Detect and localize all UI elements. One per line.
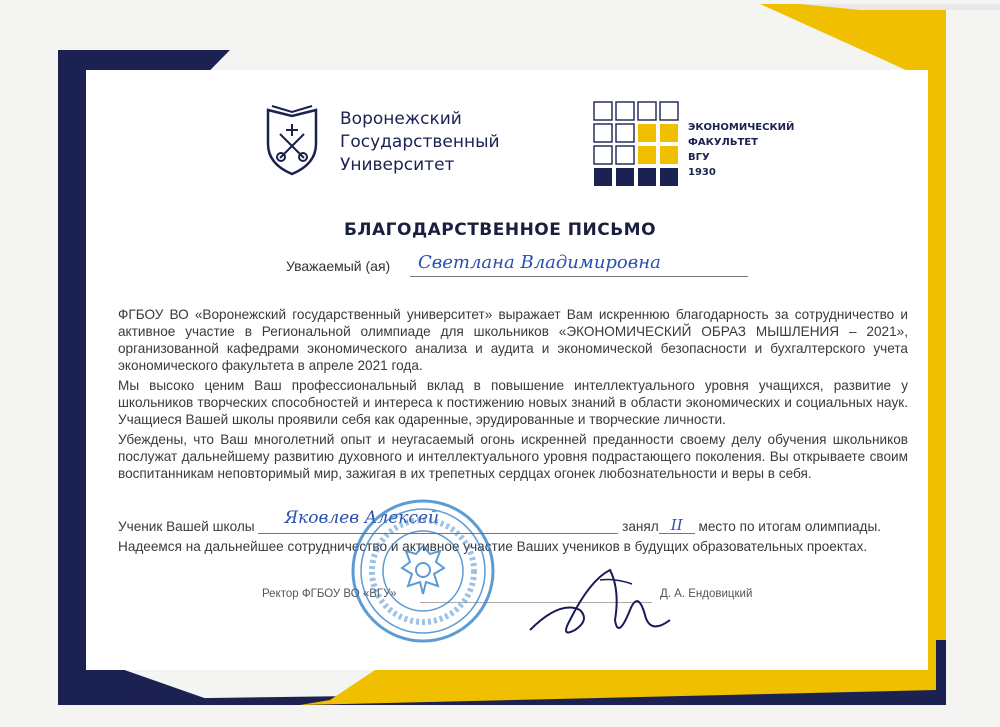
letter-body: [118, 306, 908, 485]
place-suffix: место по итогам олимпиады.: [698, 519, 881, 534]
closing-paragraph: Надеемся на дальнейшее сотрудничество и активное участие Ваших учеников в будущих образовательных проектах.: [118, 539, 868, 554]
university-name-line: Государственный: [340, 132, 500, 152]
greeting-prefix: Уважаемый (ая): [286, 258, 391, 274]
square-grid-icon: [592, 100, 684, 190]
recipient-name-text: Светлана Владимировна: [418, 252, 661, 273]
keys-shield-icon: [262, 104, 322, 176]
handwritten-signature: [520, 560, 690, 650]
university-name-line: Воронежский: [340, 109, 462, 129]
university-name-line: Университет: [340, 155, 455, 175]
body-paragraph: Мы высоко ценим Ваш профессиональный вклад в повышение интеллектуального уровня учащихся, развитие у школьников творческих способностей и интереса к постижению новых знаний в области экономических и социальных наук. Учащиеся Вашей школы проявили себя как одаренные, эрудированные и творческие личности.: [118, 378, 908, 427]
faculty-name-line: ЭКОНОМИЧЕСКИЙ: [688, 122, 795, 133]
university-name: [340, 108, 500, 177]
faculty-name-line: ФАКУЛЬТЕТ: [688, 137, 758, 148]
faculty-name-line: ВГУ: [688, 152, 710, 163]
place-prefix: занял: [622, 519, 659, 534]
signatory-name: Д. А. Ендовицкий: [660, 588, 753, 600]
student-line: [118, 508, 908, 534]
faculty-name-line: 1930: [688, 167, 716, 178]
official-seal-stamp: [348, 496, 498, 646]
faculty-name: [688, 120, 794, 180]
student-prefix: Ученик Вашей школы: [118, 519, 255, 534]
body-paragraph: Убеждены, что Ваш многолетний опыт и неугасаемый огонь искренней преданности своему делу обучения школьников послужат дальнейшему развитию духовного и интеллектуального уровня подрастающего поколения. Вы открываете своим воспитанникам неповторимый мир, зажигая в их трепетных сердцах огонек любознательности и веры в себя.: [118, 432, 908, 481]
recipient-name-handwritten: [410, 252, 748, 277]
document-title: БЛАГОДАРСТВЕННОЕ ПИСЬМО: [343, 220, 657, 240]
student-name-text: Яковлев Алексей: [284, 508, 439, 528]
place-handwritten: II: [659, 516, 695, 534]
signatory-title: Ректор ФГБОУ ВО «ВГУ»: [262, 588, 397, 600]
body-paragraph: ФГБОУ ВО «Воронежский государственный университет» выражает Вам искреннюю благодарность за сотрудничество и активное участие в Региональной олимпиаде для школьников «ЭКОНОМИЧЕСКИЙ ОБРАЗ МЫШЛЕНИЯ – 2021», организованной кафедрами экономического анализа и аудита и экономической безопасности и бухгалтерского учета экономического факультета в апреле 2021 года.: [118, 307, 908, 373]
